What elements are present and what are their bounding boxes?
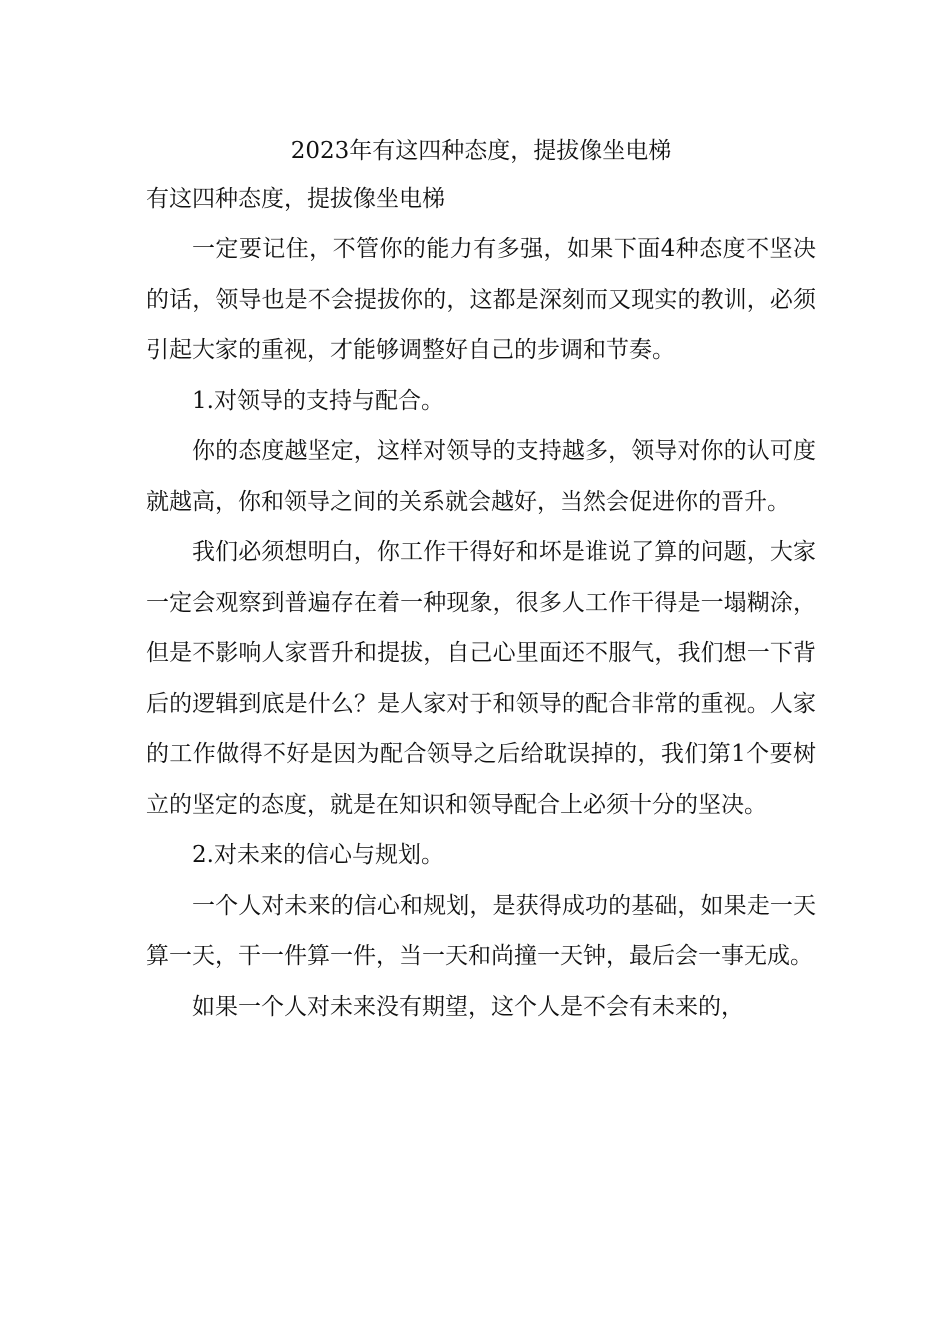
section-heading-2: 2.对未来的信心与规划。 — [192, 842, 444, 868]
paragraph-intro: 一定要记住，不管你的能力有多强，如果下面4种态度不坚决的话，领导也是不会提拔你的，这都是深刻而又现实的教训，必须引起大家的重视，才能够调整好自己的步调和节奏。 — [146, 236, 816, 363]
paragraph-support: 你的态度越坚定，这样对领导的支持越多，领导对你的认可度就越高，你和领导之间的关系就会越好，当然会促进你的晋升。 — [146, 438, 816, 515]
section-heading-1: 1.对领导的支持与配合。 — [192, 387, 444, 414]
paragraph-cooperation: 我们必须想明白，你工作干得好和坏是谁说了算的问题，大家一定会观察到普遍存在着一种现象，很多人工作干得是一塌糊涂，但是不影响人家晋升和提拔，自己心里面还不服气，我们想一下背后的逻辑到底是什么？是人家对于和领导的配合非常的重视。人家的工作做得不好是因为配合领导之后给耽误掉的，我们第1个要树立的坚定的态度，就是在知识和领导配合上必须十分的坚决。 — [146, 539, 816, 818]
paragraph-expectation: 如果一个人对未来没有期望，这个人是不会有未来的， — [192, 993, 744, 1020]
document-title: 2023年有这四种态度，提拔像坐电梯 — [290, 138, 672, 164]
document-page — [146, 128, 816, 1032]
document-subtitle: 有这四种态度，提拔像坐电梯 — [146, 186, 445, 212]
paragraph-future: 一个人对未来的信心和规划，是获得成功的基础，如果走一天算一天，干一件算一件，当一天和尚撞一天钟，最后会一事无成。 — [146, 892, 816, 969]
